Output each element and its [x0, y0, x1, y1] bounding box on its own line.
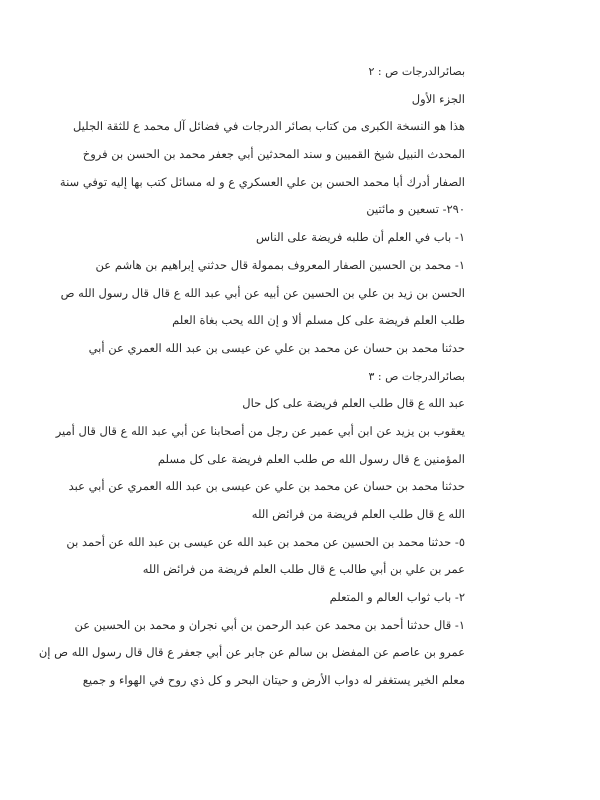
text-line: ١- محمد بن الحسين الصفار المعروف بممولة قال حدثني إبراهيم بن هاشم عن — [95, 257, 465, 272]
chapter-heading: ٢- باب ثواب العالم و المتعلم — [329, 590, 465, 605]
text-line: عمرو بن عاصم عن المفضل بن سالم عن جابر عن أبي جعفر ع قال قال رسول الله ص إن — [38, 645, 465, 660]
chapter-heading: ١- باب في العلم أن طلبه فريضة على الناس — [255, 230, 465, 245]
text-line: الصفار أدرك أبا محمد الحسن بن علي العسكري ع و له مسائل كتب بها إليه توفي سنة — [59, 174, 465, 189]
text-line: الحسن بن زيد بن علي بن الحسين عن أبيه عن أبي عبد الله ع قال قال رسول الله ص — [60, 285, 465, 300]
text-line: حدثنا محمد بن حسان عن محمد بن علي عن عيسى بن عبد الله العمري عن أبي — [88, 340, 465, 355]
text-line: حدثنا محمد بن حسان عن محمد بن علي عن عيسى بن عبد الله العمري عن أبي عبد — [68, 479, 465, 494]
text-line: المؤمنين ع قال رسول الله ص طلب العلم فريضة على كل مسلم — [157, 451, 465, 466]
text-line: ٥- حدثنا محمد بن الحسين عن محمد بن عبد الله عن عيسى بن عبد الله عن أحمد بن — [66, 534, 465, 549]
text-line: عمر بن علي بن أبي طالب ع قال طلب العلم فريضة من فرائض الله — [142, 562, 465, 577]
text-line: طلب العلم فريضة على كل مسلم ألا و إن الله يحب بغاة العلم — [172, 313, 465, 328]
text-line: هذا هو النسخة الكبرى من كتاب بصائر الدرجات في فضائل آل محمد ع للثقة الجليل — [72, 119, 465, 134]
arabic-text-block — [38, 58, 465, 695]
text-line: معلم الخير يستغفر له دواب الأرض و حيتان البحر و كل ذي روح في الهواء و جميع — [82, 673, 465, 688]
part-title: الجزء الأول — [411, 91, 465, 106]
text-line: ٢٩٠- تسعين و مائتين — [366, 202, 465, 217]
text-line: ١- قال حدثنا أحمد بن محمد عن عبد الرحمن بن أبي نجران و محمد بن الحسين عن — [74, 617, 465, 632]
text-line: يعقوب بن يزيد عن ابن أبي عمير عن رجل من أصحابنا عن أبي عبد الله ع قال قال أمير — [55, 423, 465, 438]
text-line: المحدث النبيل شيخ القميين و سند المحدثين أبي جعفر محمد بن الحسن بن فروخ — [82, 147, 465, 162]
text-line: عبد الله ع قال طلب العلم فريضة على كل حال — [242, 396, 465, 411]
text-line: الله ع قال طلب العلم فريضة من فرائض الله — [251, 507, 465, 521]
page-header: بصائرالدرجات ص : ٢ — [368, 65, 465, 78]
page-header: بصائرالدرجات ص : ٣ — [368, 369, 465, 383]
